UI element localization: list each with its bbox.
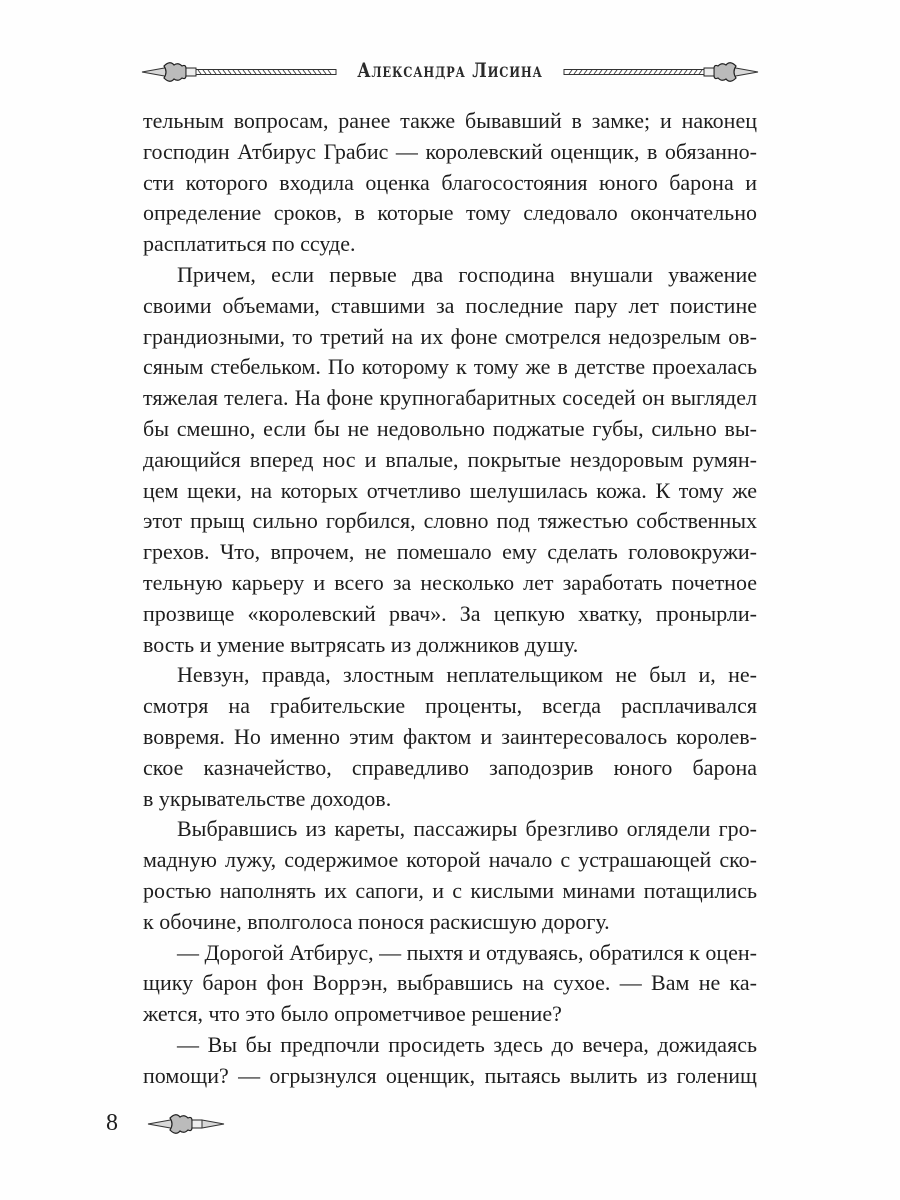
text-line: бы смешно, если бы не недовольно поджатые губы, сильно вы- xyxy=(143,415,757,441)
author-name: Александра Лисина xyxy=(357,58,543,82)
text-line: жется, что это было опрометчивое решение? xyxy=(143,1001,562,1027)
text-line: тяжелая телега. На фоне крупногабаритных соседей он выглядел xyxy=(143,385,757,411)
text-line: сяным стебельком. По которому к тому же в детстве проехалась xyxy=(143,354,757,380)
text-line: вость и умение вытрясать из должников душу. xyxy=(143,631,579,657)
text-line: щику барон фон Воррэн, выбравшись на сухое. — Вам не ка- xyxy=(143,970,757,996)
text-line: — Вы бы предпочли просидеть здесь до вечера, дожидаясь xyxy=(177,1031,757,1057)
text-line: своими объемами, ставшими за последние пару лет поистине xyxy=(143,292,757,318)
text-line: тельную карьеру и всего за несколько лет заработать почетное xyxy=(143,569,757,595)
spear-ornament-icon xyxy=(146,1112,226,1136)
text-line: смотря на грабительские проценты, всегда расплачивался xyxy=(143,693,757,719)
paragraph xyxy=(143,260,757,660)
paragraph xyxy=(143,814,757,937)
text-line: расплатиться по ссуде. xyxy=(143,231,356,257)
text-line: грехов. Что, впрочем, не помешало ему сделать головокружи- xyxy=(143,539,757,565)
paragraph xyxy=(143,106,757,260)
text-line: — Дорогой Атбирус, — пыхтя и отдуваясь, обратился к оцен- xyxy=(177,939,757,965)
text-line: к обочине, вполголоса понося раскисшую дорогу. xyxy=(143,908,610,934)
text-line: определение сроков, в которые тому следовало окончательно xyxy=(143,200,757,226)
text-line: Невзун, правда, злостным неплательщиком не был и, не- xyxy=(177,662,757,688)
text-line: Выбравшись из кареты, пассажиры брезгливо оглядели гро- xyxy=(177,816,757,842)
text-line: в укрывательстве доходов. xyxy=(143,785,392,811)
text-line: прозвище «королевский рвач». За цепкую хватку, пронырли- xyxy=(143,600,757,626)
text-line: Причем, если первые два господина внушали уважение xyxy=(177,261,757,287)
text-line: мадную лужу, содержимое которой начало с устрашающей ско- xyxy=(143,847,757,873)
page-footer xyxy=(106,1106,306,1146)
text-line: господин Атбирус Грабис — королевский оценщик, в обязанно- xyxy=(143,138,757,164)
body-text xyxy=(143,106,757,1092)
spear-ornament-icon xyxy=(560,60,760,84)
text-line: сти которого входила оценка благосостояния юного барона и xyxy=(143,169,757,195)
text-line: помощи? — огрызнулся оценщик, пытаясь вылить из голенищ xyxy=(143,1062,757,1088)
text-line: ское казначейство, справедливо заподозрив юного барона xyxy=(143,754,757,780)
text-line: цем щеки, на которых отчетливо шелушилась кожа. К тому же xyxy=(143,477,757,503)
text-line: этот прыщ сильно горбился, словно под тяжестью собственных xyxy=(143,508,757,534)
text-line: дающийся вперед нос и впалые, покрытые нездоровым румян- xyxy=(143,446,757,472)
paragraph xyxy=(143,1030,757,1092)
text-line: тельным вопросам, ранее также бывавший в замке; и наконец xyxy=(143,108,757,133)
running-header xyxy=(140,52,760,92)
text-line: ростью наполнять их сапоги, и с кислыми минами потащились xyxy=(143,877,757,903)
paragraph xyxy=(143,660,757,814)
text-line: вовремя. Но именно этим фактом и заинтересовалось королев- xyxy=(143,723,757,749)
paragraph xyxy=(143,938,757,1030)
text-line: грандиозными, то третий на их фоне смотрелся недозрелым ов- xyxy=(143,323,757,349)
page-number: 8 xyxy=(106,1110,118,1136)
